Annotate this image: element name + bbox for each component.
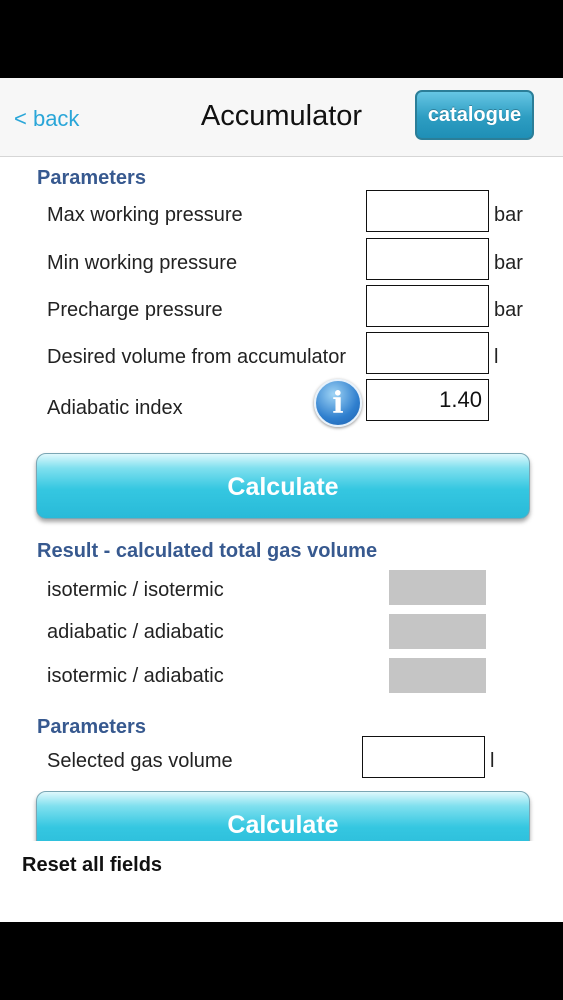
result-isotermic-adiabatic-label: isotermic / adiabatic [47, 665, 224, 687]
adiabatic-index-label: Adiabatic index [47, 397, 183, 419]
min-working-pressure-label: Min working pressure [47, 252, 238, 274]
selected-gas-volume-input[interactable] [362, 736, 485, 778]
result-isotermic-isotermic-value [389, 570, 486, 605]
reset-all-fields-button[interactable]: Reset all fields [22, 854, 163, 876]
info-icon[interactable]: i [314, 379, 362, 427]
result-adiabatic-adiabatic-label: adiabatic / adiabatic [47, 621, 224, 643]
navigation-bar [0, 78, 563, 157]
precharge-pressure-label: Precharge pressure [47, 299, 223, 321]
result-adiabatic-adiabatic-value [389, 614, 486, 649]
page-title: Accumulator [200, 100, 363, 132]
selected-gas-volume-unit: l [490, 750, 495, 772]
app-screen [0, 78, 563, 922]
result-isotermic-adiabatic-value [389, 658, 486, 693]
min-working-pressure-input[interactable] [366, 238, 489, 280]
result-isotermic-isotermic-label: isotermic / isotermic [47, 579, 224, 601]
second-calculate-clip [0, 791, 563, 841]
selected-gas-volume-label: Selected gas volume [47, 750, 233, 772]
adiabatic-index-input[interactable]: 1.40 [366, 379, 489, 421]
calculate-button[interactable]: Calculate [36, 453, 530, 519]
min-working-pressure-unit: bar [494, 252, 523, 274]
desired-volume-input[interactable] [366, 332, 489, 374]
precharge-pressure-unit: bar [494, 299, 523, 321]
max-working-pressure-unit: bar [494, 204, 523, 226]
calculate-button-2[interactable]: Calculate [36, 791, 530, 841]
parameters-heading: Parameters [37, 167, 146, 189]
max-working-pressure-input[interactable] [366, 190, 489, 232]
back-button[interactable]: < back [14, 106, 80, 131]
desired-volume-unit: l [494, 346, 499, 368]
precharge-pressure-input[interactable] [366, 285, 489, 327]
catalogue-button[interactable]: catalogue [415, 90, 534, 140]
parameters2-heading: Parameters [37, 716, 146, 738]
desired-volume-label: Desired volume from accumulator [47, 346, 346, 368]
result-heading: Result - calculated total gas volume [37, 540, 378, 562]
max-working-pressure-label: Max working pressure [47, 204, 243, 226]
